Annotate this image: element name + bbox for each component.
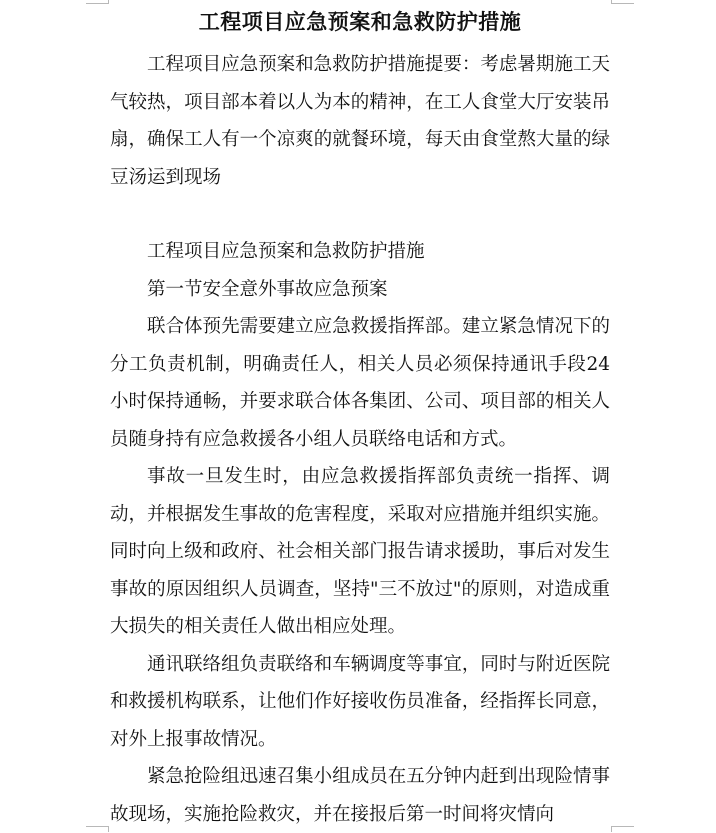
- summary-paragraph: 工程项目应急预案和急救防护措施提要：考虑暑期施工天气较热，项目部本着以人为本的精神，在工人食堂大厅安装吊扇，确保工人有一个凉爽的就餐环境，每天由食堂熬大量的绿豆汤运到现场: [110, 54, 610, 188]
- crop-mark-top-left: [86, 3, 108, 4]
- body-paragraph: 通讯联络组负责联络和车辆调度等事宜，同时与附近医院和救援机构联系，让他们作好接收伤员准备，经指挥长同意，对外上报事故情况。: [110, 653, 610, 750]
- crop-mark-bottom-right: [611, 826, 612, 832]
- crop-mark-bottom-left: [108, 826, 109, 832]
- body-paragraph: 联合体预先需要建立应急救援指挥部。建立紧急情况下的分工负责机制，明确责任人，相关人员必须保持通讯手段24小时保持通畅，并要求联合体各集团、公司、项目部的相关人员随身持有应急救援各小组人员联络电话和方式。: [110, 316, 610, 450]
- crop-mark-top-right: [611, 0, 612, 4]
- section-heading: 工程项目应急预案和急救防护措施: [147, 241, 425, 262]
- document-body: [110, 6, 610, 833]
- crop-mark-top-left: [108, 0, 109, 4]
- crop-mark-top-right: [612, 3, 634, 4]
- subsection-heading: 第一节安全意外事故应急预案: [147, 278, 388, 300]
- document-title: 工程项目应急预案和急救防护措施: [198, 9, 522, 34]
- blank-line: [110, 196, 610, 233]
- crop-mark-bottom-right: [612, 826, 634, 827]
- crop-mark-bottom-left: [86, 826, 108, 827]
- body-paragraph: 事故一旦发生时，由应急救援指挥部负责统一指挥、调动，并根据发生事故的危害程度，采取对应措施并组织实施。同时向上级和政府、社会相关部门报告请求援助，事后对发生事故的原因组织人员调查，坚持"三不放过"的原则，对造成重大损失的相关责任人做出相应处理。: [110, 466, 610, 637]
- body-paragraph: 紧急抢险组迅速召集小组成员在五分钟内赶到出现险情事故现场，实施抢险救灾，并在接报后第一时间将灾情向: [110, 766, 610, 825]
